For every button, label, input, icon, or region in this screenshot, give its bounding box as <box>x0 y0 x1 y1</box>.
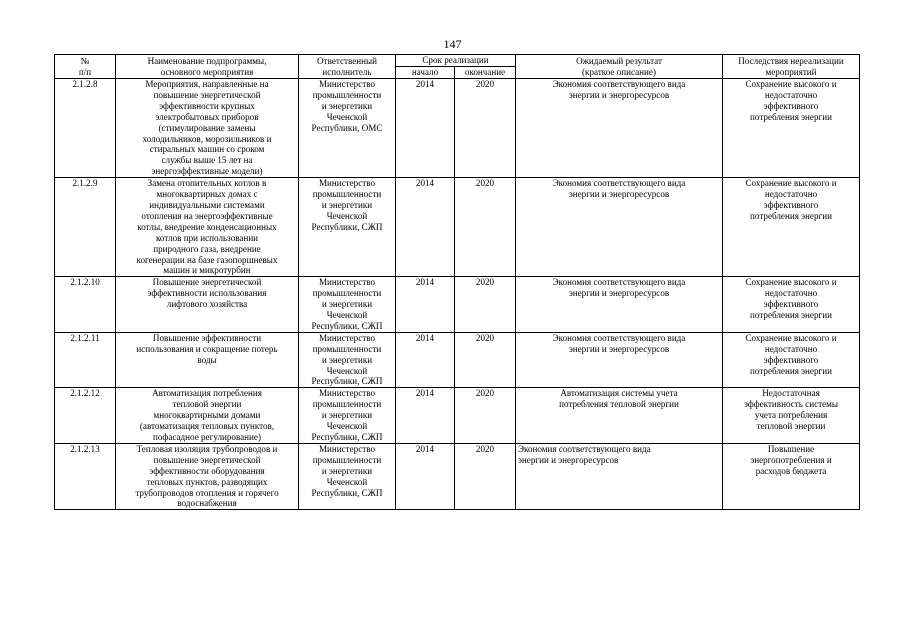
cell-start: 2014 <box>396 388 455 444</box>
cell-start: 2014 <box>396 178 455 277</box>
cell-name: Мероприятия, направленные на повышение энергетической эффективности крупных электробытовых приборов (стимулирование замены холодильников, морозильников и стиральных машин со сроком службы выше 15 лет на энергоэффективные модели) <box>116 79 299 178</box>
cell-result: Экономия соответствующего вида энергии и энергоресурсов <box>516 443 723 509</box>
cell-responsible: Министерство промышленности и энергетики Чеченской Республики, СЖП <box>299 277 396 333</box>
program-activities-table <box>54 54 860 510</box>
cell-consequences: Сохранение высокого и недостаточно эффективного потребления энергии <box>723 178 860 277</box>
cell-num: 2.1.2.12 <box>55 388 116 444</box>
cell-num: 2.1.2.10 <box>55 277 116 333</box>
cell-responsible: Министерство промышленности и энергетики Чеченской Республики, СЖП <box>299 178 396 277</box>
table-body <box>55 79 860 510</box>
cell-name: Замена отопительных котлов в многоквартирных домах с индивидуальными системами отопления на энергоэффективные котлы, внедрение конденсационных котлов при использовании природного газа, внедрение когенерации на базе газопоршневых машин и микротурбин <box>116 178 299 277</box>
header-start: начало <box>396 67 455 79</box>
cell-result: Экономия соответствующего вида энергии и энергоресурсов <box>516 178 723 277</box>
cell-name: Тепловая изоляция трубопроводов и повышение энергетической эффективности оборудования тепловых пунктов, разводящих трубопроводов отопления и горячего водоснабжения <box>116 443 299 509</box>
cell-start: 2014 <box>396 277 455 333</box>
cell-num: 2.1.2.11 <box>55 332 116 388</box>
cell-end: 2020 <box>455 79 516 178</box>
header-responsible: Ответственный исполнитель <box>299 55 396 79</box>
page-number: 147 <box>443 37 462 51</box>
cell-end: 2020 <box>455 443 516 509</box>
table-row <box>55 332 860 388</box>
cell-end: 2020 <box>455 332 516 388</box>
cell-result: Экономия соответствующего вида энергии и энергоресурсов <box>516 79 723 178</box>
cell-num: 2.1.2.9 <box>55 178 116 277</box>
table-row <box>55 178 860 277</box>
table-row <box>55 443 860 509</box>
header-end: окончание <box>455 67 516 79</box>
cell-consequences: Сохранение высокого и недостаточно эффективного потребления энергии <box>723 79 860 178</box>
cell-responsible: Министерство промышленности и энергетики Чеченской Республики, СЖП <box>299 388 396 444</box>
cell-consequences: Недостаточная эффективность системы учета потребления тепловой энергии <box>723 388 860 444</box>
cell-result: Экономия соответствующего вида энергии и энергоресурсов <box>516 277 723 333</box>
header-result: Ожидаемый результат (краткое описание) <box>516 55 723 79</box>
cell-name: Автоматизация потребления тепловой энергии многоквартирными домами (автоматизация тепловых пунктов, пофасадное регулирование) <box>116 388 299 444</box>
cell-name: Повышение энергетической эффективности использования лифтового хозяйства <box>116 277 299 333</box>
cell-responsible: Министерство промышленности и энергетики Чеченской Республики, СЖП <box>299 443 396 509</box>
cell-result: Экономия соответствующего вида энергии и энергоресурсов <box>516 332 723 388</box>
header-period: Срок реализации <box>396 55 516 67</box>
cell-result: Автоматизация системы учета потребления тепловой энергии <box>516 388 723 444</box>
table-row <box>55 79 860 178</box>
header-consequences: Последствия нереализации мероприятий <box>723 55 860 79</box>
header-name: Наименование подпрограммы, основного мероприятия <box>116 55 299 79</box>
header-num: № п/п <box>55 55 116 79</box>
cell-responsible: Министерство промышленности и энергетики Чеченской Республики, СЖП <box>299 332 396 388</box>
table-row <box>55 388 860 444</box>
cell-start: 2014 <box>396 332 455 388</box>
cell-responsible: Министерство промышленности и энергетики Чеченской Республики, ОМС <box>299 79 396 178</box>
cell-start: 2014 <box>396 79 455 178</box>
cell-end: 2020 <box>455 277 516 333</box>
cell-num: 2.1.2.13 <box>55 443 116 509</box>
cell-consequences: Повышение энергопотребления и расходов бюджета <box>723 443 860 509</box>
table-header-row <box>55 55 860 67</box>
cell-start: 2014 <box>396 443 455 509</box>
cell-consequences: Сохранение высокого и недостаточно эффективного потребления энергии <box>723 277 860 333</box>
cell-end: 2020 <box>455 178 516 277</box>
cell-consequences: Сохранение высокого и недостаточно эффективного потребления энергии <box>723 332 860 388</box>
cell-num: 2.1.2.8 <box>55 79 116 178</box>
table-row <box>55 277 860 333</box>
cell-name: Повышение эффективности использования и сокращение потерь воды <box>116 332 299 388</box>
cell-end: 2020 <box>455 388 516 444</box>
